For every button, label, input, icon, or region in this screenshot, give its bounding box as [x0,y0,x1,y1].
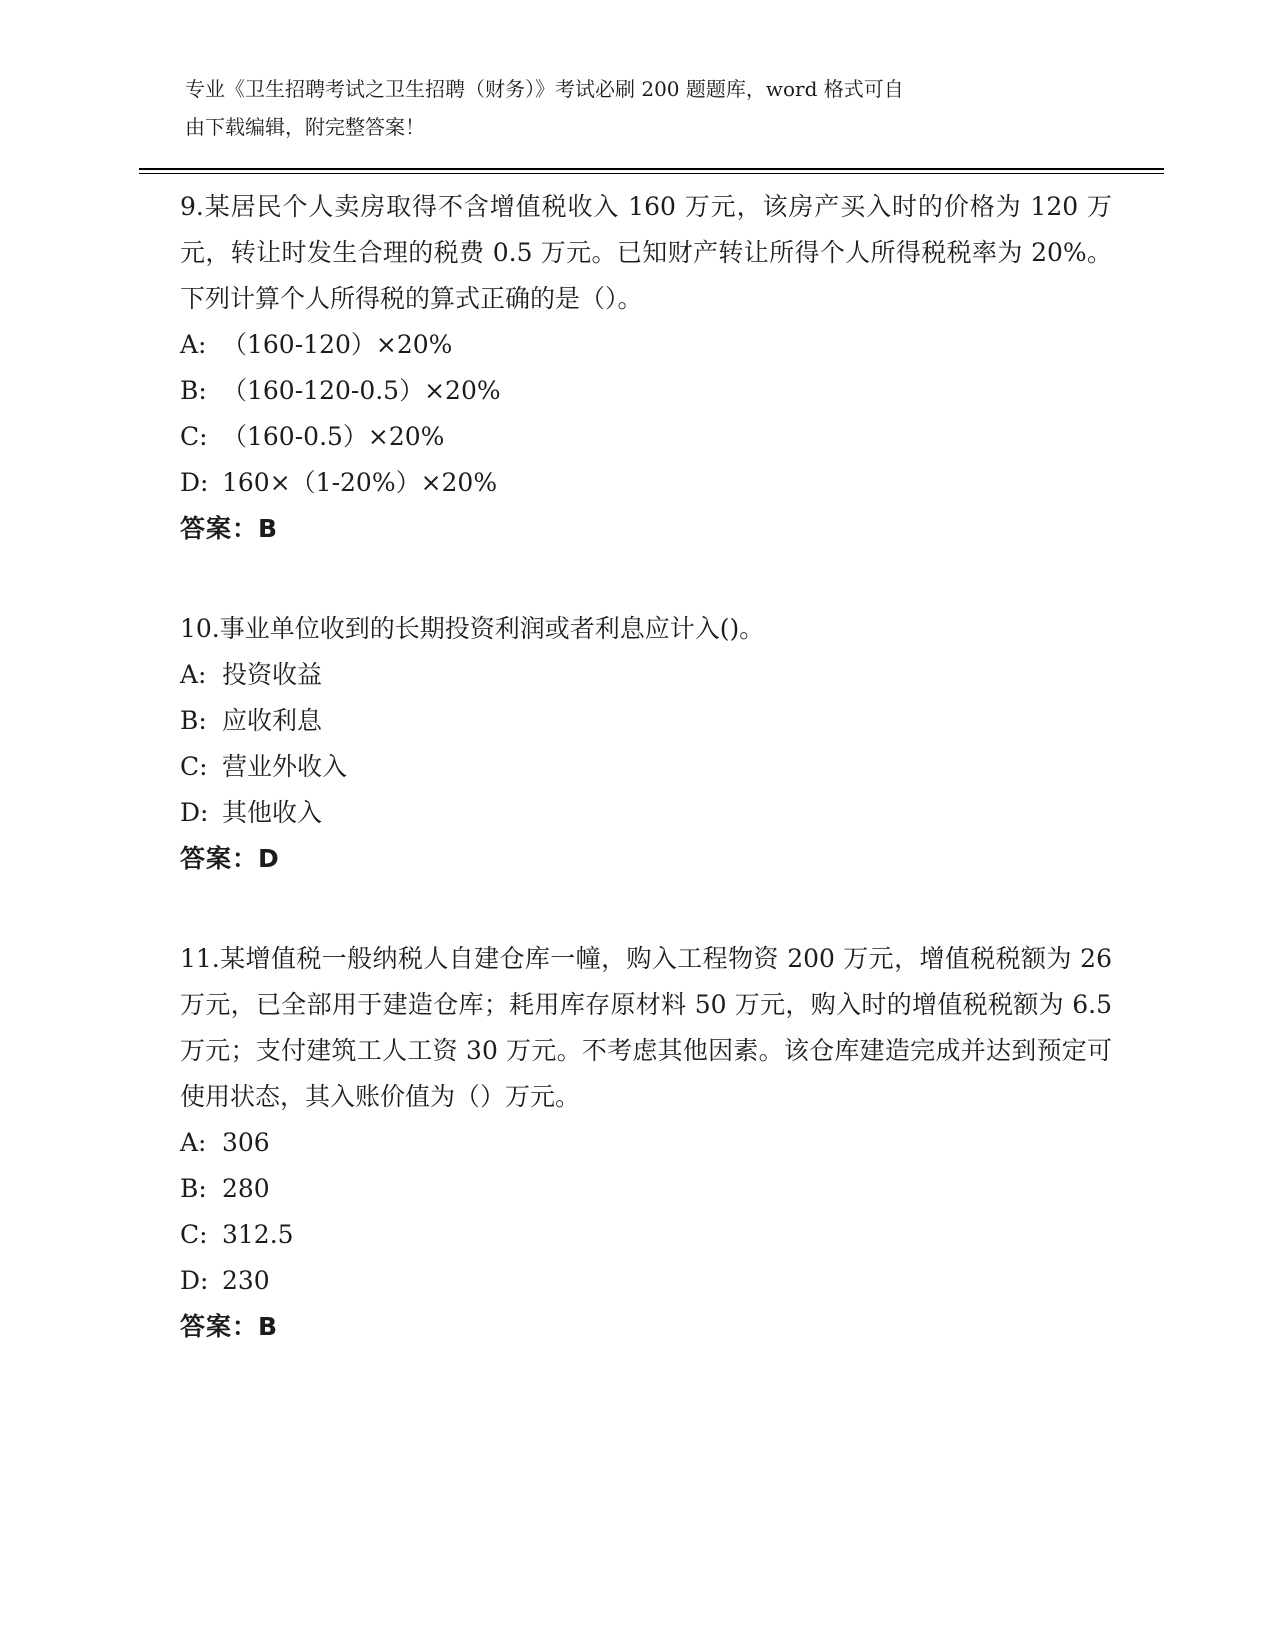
option-label: C: [180,1220,208,1249]
answer-label: 答案： [180,1312,259,1341]
option-text: （160-120-0.5）×20% [222,376,501,405]
question-10-stem: 10.事业单位收到的长期投资利润或者利息应计入()。 [180,614,765,643]
option-text: 160×（1-20%）×20% [222,468,498,497]
question-9-option-c [180,414,1112,460]
question-11 [180,936,1112,1350]
question-11-option-c [180,1212,1112,1258]
option-text: （160-0.5）×20% [222,422,445,451]
option-label: B: [180,706,207,735]
answer-label: 答案： [180,844,259,873]
option-label: A: [180,330,207,359]
question-10-answer-row [180,836,1112,882]
option-text: 230 [222,1266,270,1295]
option-label: C: [180,752,208,781]
answer-value: B [258,1312,279,1341]
question-10-option-d [180,790,1112,836]
answer-label: 答案： [180,514,259,543]
option-text: 其他收入 [222,798,323,827]
question-9-answer-row [180,506,1112,552]
question-11-option-b [180,1166,1112,1212]
option-label: D: [180,1266,209,1295]
question-10 [180,606,1112,882]
header-divider [139,168,1164,174]
header-text-line1: 专业《卫生招聘考试之卫生招聘（财务）》考试必刷 200 题题库，word 格式可自 [185,77,904,101]
question-9-option-b [180,368,1112,414]
option-label: B: [180,376,207,405]
option-label: B: [180,1174,207,1203]
option-text: 应收利息 [222,706,323,735]
question-11-answer-row [180,1304,1112,1350]
question-10-option-b [180,698,1112,744]
header-text-line2: 由下载编辑，附完整答案！ [185,115,425,139]
option-text: （160-120）×20% [222,330,453,359]
option-label: C: [180,422,208,451]
question-11-option-d [180,1258,1112,1304]
divider-bottom-line [139,173,1164,174]
answer-value: B [258,514,279,543]
answer-value: D [258,844,280,873]
page-header [185,0,1015,146]
question-11-stem: 11.某增值税一般纳税人自建仓库一幢，购入工程物资 200 万元，增值税税额为 26 万元，已全部用于建造仓库；耗用库存原材料 50 万元，购入时的增值税税额为 6.5 万元；支付建筑工人工资 30 万元。不考虑其他因素。该仓库建造完成并达到预定可使用状态，其入账价值为（）万元。 [180,944,1112,1111]
option-label: D: [180,468,209,497]
question-9 [180,184,1112,552]
option-label: A: [180,1128,207,1157]
question-9-option-d [180,460,1112,506]
question-10-option-c [180,744,1112,790]
option-text: 306 [222,1128,270,1157]
question-11-option-a [180,1120,1112,1166]
option-text: 营业外收入 [222,752,348,781]
option-label: D: [180,798,209,827]
option-text: 312.5 [222,1220,294,1249]
question-9-stem: 9.某居民个人卖房取得不含增值税收入 160 万元，该房产买入时的价格为 120 万元，转让时发生合理的税费 0.5 万元。已知财产转让所得个人所得税税率为 20%。下列计算个人所得税的算式正确的是（）。 [180,192,1112,313]
document-body [180,184,1112,1350]
option-label: A: [180,660,207,689]
question-9-option-a [180,322,1112,368]
option-text: 280 [222,1174,270,1203]
option-text: 投资收益 [222,660,323,689]
question-10-option-a [180,652,1112,698]
